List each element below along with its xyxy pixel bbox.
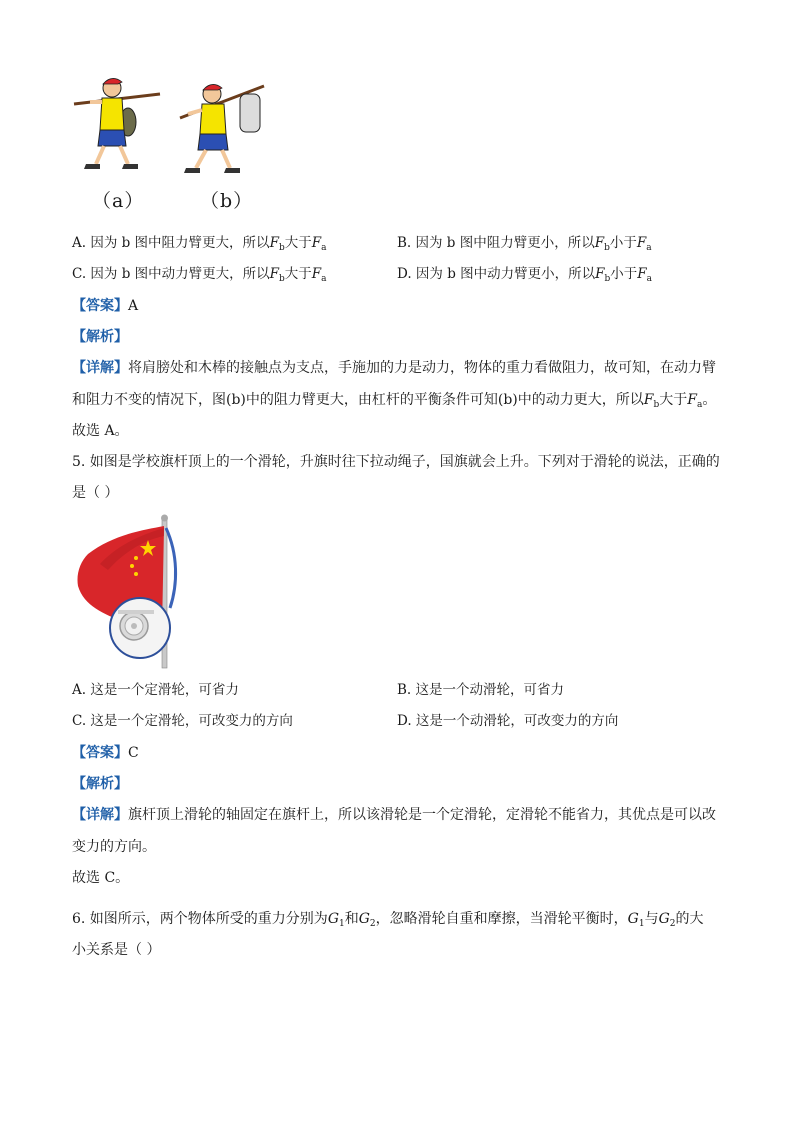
g-symbol: G <box>627 911 639 927</box>
f-symbol: F <box>311 235 322 251</box>
q5-detail-line2: 变力的方向。 <box>72 839 156 855</box>
boy-b-illustration <box>180 84 264 173</box>
sub-b: b <box>279 274 285 284</box>
q5-option-c: C. 这是一个定滑轮，可改变力的方向 <box>72 713 293 729</box>
sub-b: b <box>604 274 611 284</box>
q5-option-d: D. 这是一个动滑轮，可改变力的方向 <box>397 713 619 729</box>
f-symbol: F <box>643 392 654 408</box>
f-symbol: F <box>311 266 322 282</box>
q4-option-a-relation: 大于 <box>284 235 312 251</box>
q4-option-a <box>72 233 326 258</box>
f-symbol: F <box>594 235 605 251</box>
sub-1: 1 <box>339 919 345 929</box>
q4-option-c-text: C. 因为 b 图中动力臂更大，所以 <box>72 266 270 282</box>
q5-option-b: B. 这是一个动滑轮，可省力 <box>397 682 565 698</box>
sub-a: a <box>321 243 327 253</box>
sub-2: 2 <box>369 919 376 929</box>
sub-a: a <box>696 400 703 410</box>
analysis-tag: 【解析】 <box>72 776 128 792</box>
sub-1: 1 <box>638 919 645 929</box>
q4-option-d <box>397 264 652 289</box>
answer-tag: 【答案】 <box>72 745 128 761</box>
q4-answer <box>72 296 138 316</box>
small-star <box>130 564 134 568</box>
f-symbol: F <box>637 266 647 282</box>
q6-text: 的大 <box>675 911 704 927</box>
q6-and: 和 <box>344 911 359 927</box>
small-star <box>134 572 138 576</box>
f-symbol: F <box>636 235 647 251</box>
q6-stem-line2: 小关系是（ ） <box>72 942 161 958</box>
q4-option-b <box>397 233 652 258</box>
q5-stem-line1: 5. 如图是学校旗杆顶上的一个滑轮，升旗时往下拉动绳子，国旗就会上升。下列对于滑轮的说法，正确的 <box>72 454 720 470</box>
q5-answer <box>72 743 139 763</box>
boy-a-illustration <box>74 78 160 169</box>
g-symbol: G <box>358 911 370 927</box>
pole-top <box>161 515 168 522</box>
sub-a: a <box>321 274 327 284</box>
answer-value: C <box>128 745 139 761</box>
sub-b: b <box>278 243 285 253</box>
caption-b: （b） <box>200 190 254 212</box>
sub-a: a <box>646 274 653 284</box>
detail-tag: 【详解】 <box>72 360 128 376</box>
f-symbol: F <box>687 392 697 408</box>
q4-analysis <box>72 327 128 347</box>
detail-text: 旗杆顶上滑轮的轴固定在旗杆上，所以该滑轮是一个定滑轮，定滑轮不能省力，其优点是可以改 <box>128 807 716 823</box>
q5-stem-line2: 是（ ） <box>72 485 119 501</box>
period: 。 <box>702 392 717 408</box>
q4-detail-line2 <box>72 390 716 415</box>
caption-a: （a） <box>92 190 145 212</box>
relation-text: 大于 <box>659 392 688 408</box>
q5-option-a: A. 这是一个定滑轮，可省力 <box>72 682 239 698</box>
sub-b: b <box>653 400 660 410</box>
answer-tag: 【答案】 <box>72 298 128 314</box>
flag-pulley-figure <box>74 514 186 670</box>
analysis-tag: 【解析】 <box>72 329 128 345</box>
carrying-figure <box>72 72 272 184</box>
q5-analysis <box>72 774 128 794</box>
q6-text: ，忽略滑轮自重和摩擦，当滑轮平衡时， <box>375 911 628 927</box>
detail-tag: 【详解】 <box>72 807 128 823</box>
detail-text: 和阻力不变的情况下，图(b)中的阻力臂更大，由杠杆的平衡条件可知(b)中的动力更大，所以 <box>72 392 644 408</box>
q4-option-a-text: A. 因为 b 图中阻力臂更大，所以 <box>72 235 270 251</box>
q6-text: 6. 如图所示，两个物体所受的重力分别为 <box>72 911 328 927</box>
detail-text: 将肩膀处和木棒的接触点为支点，手施加的力是动力，物体的重力看做阻力，故可知，在动力臂 <box>128 360 716 376</box>
q4-detail-line1 <box>72 358 716 378</box>
q4-option-c <box>72 264 327 289</box>
q4-option-c-relation: 大于 <box>284 266 312 282</box>
q4-conclusion: 故选 A。 <box>72 423 129 439</box>
blue-rope <box>166 528 176 608</box>
small-star <box>134 556 138 560</box>
q6-stem-line1 <box>72 909 704 934</box>
sub-a: a <box>646 243 652 253</box>
f-symbol: F <box>269 235 279 251</box>
g-symbol: G <box>658 911 670 927</box>
sub-b: b <box>604 243 610 253</box>
g-symbol: G <box>327 911 339 927</box>
answer-value: A <box>128 298 139 314</box>
q5-detail-line1 <box>72 805 716 825</box>
q4-option-b-relation: 小于 <box>609 235 637 251</box>
f-symbol: F <box>595 266 605 282</box>
q4-option-d-text: D. 因为 b 图中动力臂更小，所以 <box>397 266 596 282</box>
sub-2: 2 <box>669 919 676 929</box>
q4-option-d-relation: 小于 <box>610 266 638 282</box>
q4-option-b-text: B. 因为 b 图中阻力臂更小，所以 <box>397 235 595 251</box>
f-symbol: F <box>269 266 280 282</box>
q5-conclusion: 故选 C。 <box>72 870 130 886</box>
q6-with: 与 <box>644 911 659 927</box>
